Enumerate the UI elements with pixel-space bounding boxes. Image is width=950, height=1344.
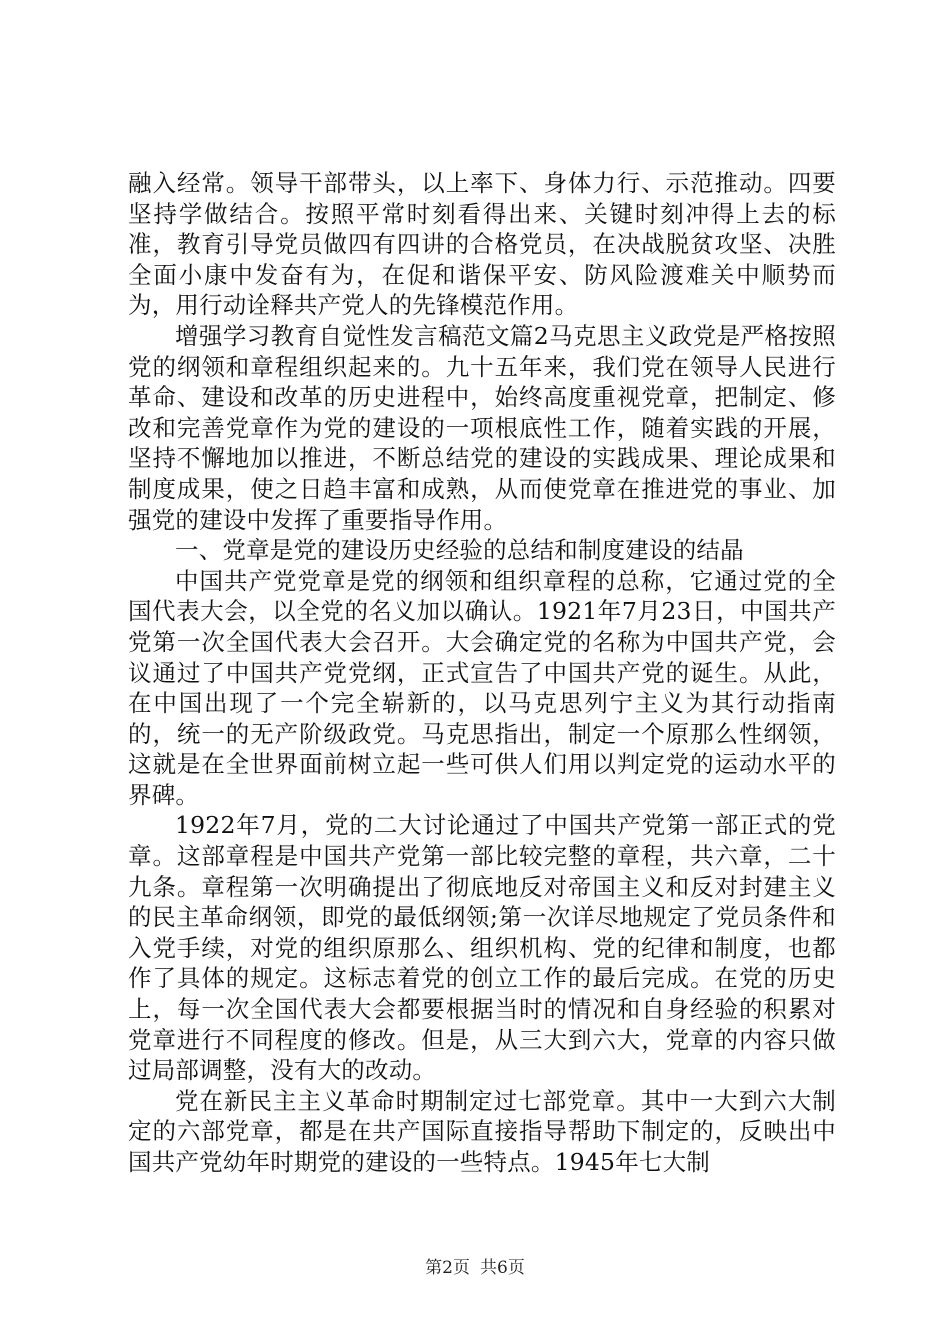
document-body [128,168,836,1178]
page-number: 第2页 [425,1258,470,1278]
paragraph-5: 党在新民主主义革命时期制定过七部党章。其中一大到六大制定的六部党章，都是在共产国际直接指导帮助下制定的，反映出中国共产党幼年时期党的建设的一些特点。1945年七大制 [128,1086,836,1176]
page-footer [0,1253,950,1278]
paragraph-3: 中国共产党党章是党的纲领和组织章程的总称，它通过党的全国代表大会，以全党的名义加以确认。1921年7月23日，中国共产党第一次全国代表大会召开。大会确定党的名称为中国共产党，会议通过了中国共产党党纲，正式宣告了中国共产党的诞生。从此，在中国出现了一个完全崭新的，以马克思列宁主义为其行动指南的，统一的无产阶级政党。马克思指出，制定一个原那么性纲领，这就是在全世界面前树立起一些可供人们用以判定党的运动水平的界碑。 [128,566,836,809]
paragraph-1: 融入经常。领导干部带头，以上率下、身体力行、示范推动。四要坚持学做结合。按照平常时刻看得出来、关键时刻冲得上去的标准，教育引导党员做四有四讲的合格党员，在决战脱贫攻坚、决胜全面小康中发奋有为，在促和谐保平安、防风险渡难关中顺势而为，用行动诠释共产党人的先锋模范作用。 [128,169,836,320]
paragraph-4: 1922年7月，党的二大讨论通过了中国共产党第一部正式的党章。这部章程是中国共产党第一部比较完整的章程，共六章，二十九条。章程第一次明确提出了彻底地反对帝国主义和反对封建主义的民主革命纲领，即党的最低纲领;第一次详尽地规定了党员条件和入党手续，对党的组织原那么、组织机构、党的纪律和制度，也都作了具体的规定。这标志着党的创立工作的最后完成。在党的历史上，每一次全国代表大会都要根据当时的情况和自身经验的积累对党章进行不同程度的修改。但是，从三大到六大，党章的内容只做过局部调整，没有大的改动。 [128,811,836,1085]
section-heading: 一、党章是党的建设历史经验的总结和制度建设的结晶 [175,536,744,565]
paragraph-2: 增强学习教育自觉性发言稿范文篇2马克思主义政党是严格按照党的纲领和章程组织起来的。九十五年来，我们党在领导人民进行革命、建设和改革的历史进程中，始终高度重视党章，把制定、修改和完善党章作为党的建设的一项根底性工作，随着实践的开展，坚持不懈地加以推进，不断总结党的建设的实践成果、理论成果和制度成果，使之日趋丰富和成熟，从而使党章在推进党的事业、加强党的建设中发挥了重要指导作用。 [128,321,836,534]
page-total: 共6页 [480,1258,525,1278]
